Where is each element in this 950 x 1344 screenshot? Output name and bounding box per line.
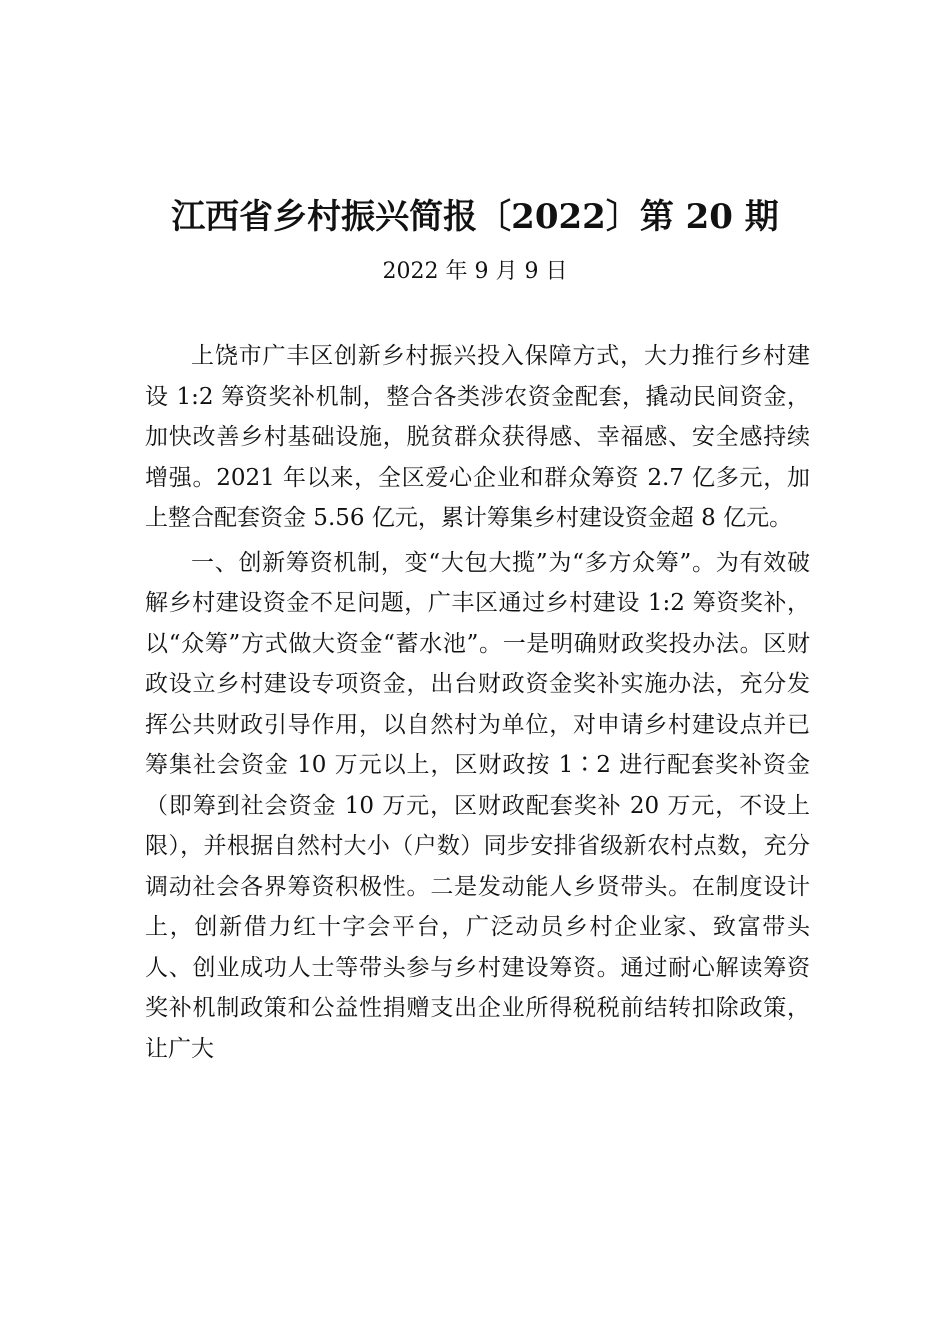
document-date: 2022 年 9 月 9 日 bbox=[382, 259, 568, 284]
paragraph-intro: 上饶市广丰区创新乡村振兴投入保障方式，大力推行乡村建设 1:2 筹资奖补机制，整合各类涉农资金配套，撬动民间资金，加快改善乡村基础设施，脱贫群众获得感、幸福感、安全感持续增强。2021 年以来，全区爱心企业和群众筹资 2.7 亿多元，加上整合配套资金 5.56 亿元，累计筹集乡村建设资金超 8 亿元。 bbox=[145, 343, 810, 531]
paragraph-section-1: 一、创新筹资机制，变“大包大揽”为“多方众筹”。为有效破解乡村建设资金不足问题，广丰区通过乡村建设 1:2 筹资奖补，以“众筹”方式做大资金“蓄水池”。一是明确财政奖投办法。区财政设立乡村建设专项资金，出台财政资金奖补实施办法，充分发挥公共财政引导作用，以自然村为单位，对申请乡村建设点并已筹集社会资金 10 万元以上，区财政按 1∶2 进行配套奖补资金（即筹到社会资金 10 万元，区财政配套奖补 20 万元，不设上限），并根据自然村大小（户数）同步安排省级新农村点数，充分调动社会各界筹资积极性。二是发动能人乡贤带头。在制度设计上，创新借力红十字会平台，广泛动员乡村企业家、致富带头人、创业成功人士等带头参与乡村建设筹资。通过耐心解读筹资奖补机制政策和公益性捐赠支出企业所得税税前结转扣除政策，让广大 bbox=[145, 549, 810, 1062]
document-title: 江西省乡村振兴简报〔2022〕第 20 期 bbox=[171, 197, 779, 237]
document-body bbox=[145, 336, 810, 1069]
